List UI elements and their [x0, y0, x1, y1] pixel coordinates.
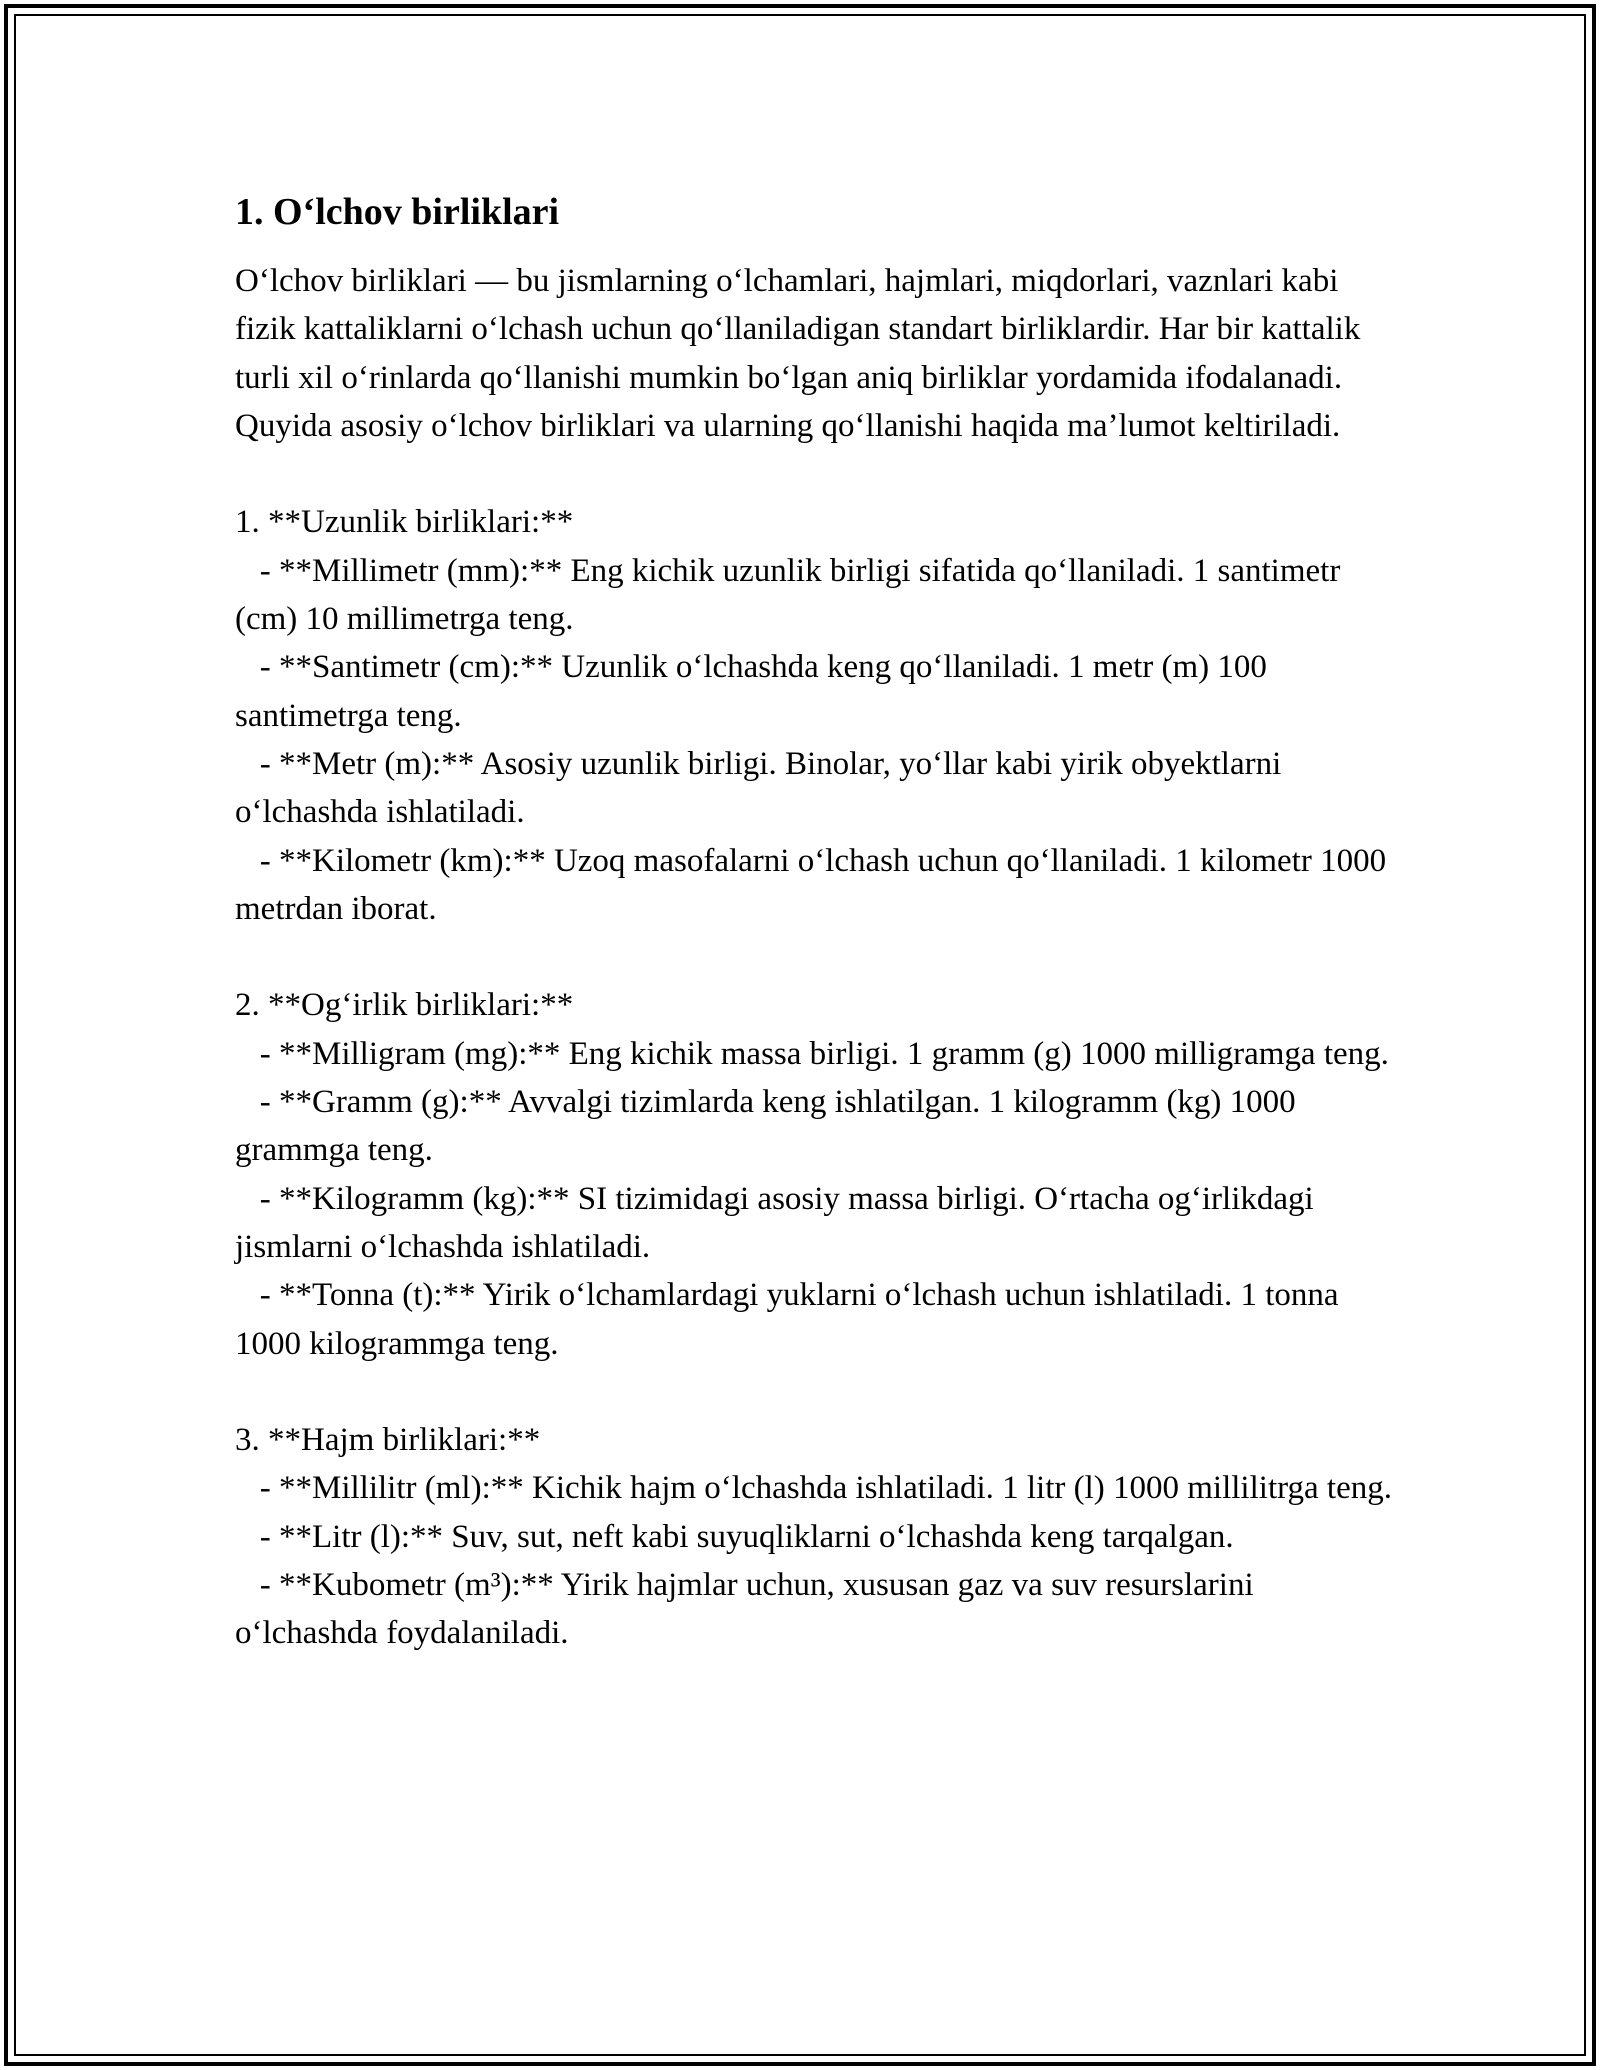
units-section-length: [235, 498, 1395, 933]
list-item: - **Millilitr (ml):** Kichik hajm o‘lchashda ishlatiladi. 1 litr (l) 1000 millilitrga teng.: [235, 1470, 1392, 1507]
list-item: - **Gramm (g):** Avvalgi tizimlarda keng ishlatilgan. 1 kilogramm (kg) 1000 grammga teng.: [235, 1084, 1304, 1169]
section-title: 3. **Hajm birliklari:**: [235, 1422, 541, 1459]
spacer: [235, 933, 1395, 981]
list-item: - **Santimetr (cm):** Uzunlik o‘lchashda keng qo‘llaniladi. 1 metr (m) 100 santimetrga teng.: [235, 649, 1276, 734]
list-item: - **Millimetr (mm):** Eng kichik uzunlik birligi sifatida qo‘llaniladi. 1 santimetr (cm) 10 millimetrga teng.: [235, 552, 1349, 638]
document-body: [235, 183, 1395, 1658]
list-item: - **Kilometr (km):** Uzoq masofalarni o‘lchash uchun qo‘llaniladi. 1 kilometr 1000 metrdan iborat.: [235, 842, 1395, 927]
list-item: - **Kilogramm (kg):** SI tizimidagi asosiy massa birligi. O‘rtacha og‘irlikdagi jismlarni o‘lchashda ishlatiladi.: [235, 1180, 1322, 1265]
list-item: - **Tonna (t):** Yirik o‘lchamlardagi yuklarni o‘lchash uchun ishlatiladi. 1 tonna 1000 kilogrammga teng.: [235, 1277, 1347, 1362]
list-item: - **Metr (m):** Asosiy uzunlik birligi. Binolar, yo‘llar kabi yirik obyektlarni o‘lchashda ishlatiladi.: [235, 745, 1290, 831]
list-item: - **Litr (l):** Suv, sut, neft kabi suyuqliklarni o‘lchashda keng tarqalgan.: [235, 1518, 1234, 1555]
spacer: [235, 1368, 1395, 1416]
intro-paragraph: O‘lchov birliklari — bu jismlarning o‘lchamlari, hajmlari, miqdorlari, vaznlari kabi fizik kattaliklarni o‘lchash uchun qo‘llaniladigan standart birliklardir. Har bir kattalik turli xil o‘rinlarda qo‘llanishi mumkin bo‘lgan aniq birliklar yordamida ifodalanadi. Quyida asosiy o‘lchov birliklari va ularning qo‘llanishi haqida ma’lumot keltiriladi.: [235, 263, 1369, 444]
section-title: 1. **Uzunlik birliklari:**: [235, 504, 574, 541]
list-item: - **Milligram (mg):** Eng kichik massa birligi. 1 gramm (g) 1000 milligramga teng.: [235, 1035, 1389, 1072]
list-item: - **Kubometr (m³):** Yirik hajmlar uchun, xususan gaz va suv resurslarini o‘lchashda foydalaniladi.: [235, 1567, 1262, 1652]
section-title: 2. **Og‘irlik birliklari:**: [235, 987, 574, 1024]
units-section-weight: [235, 981, 1395, 1367]
section-heading: 1. O‘lchov birliklari: [235, 191, 560, 233]
spacer: [235, 450, 1395, 498]
units-section-volume: [235, 1416, 1395, 1657]
